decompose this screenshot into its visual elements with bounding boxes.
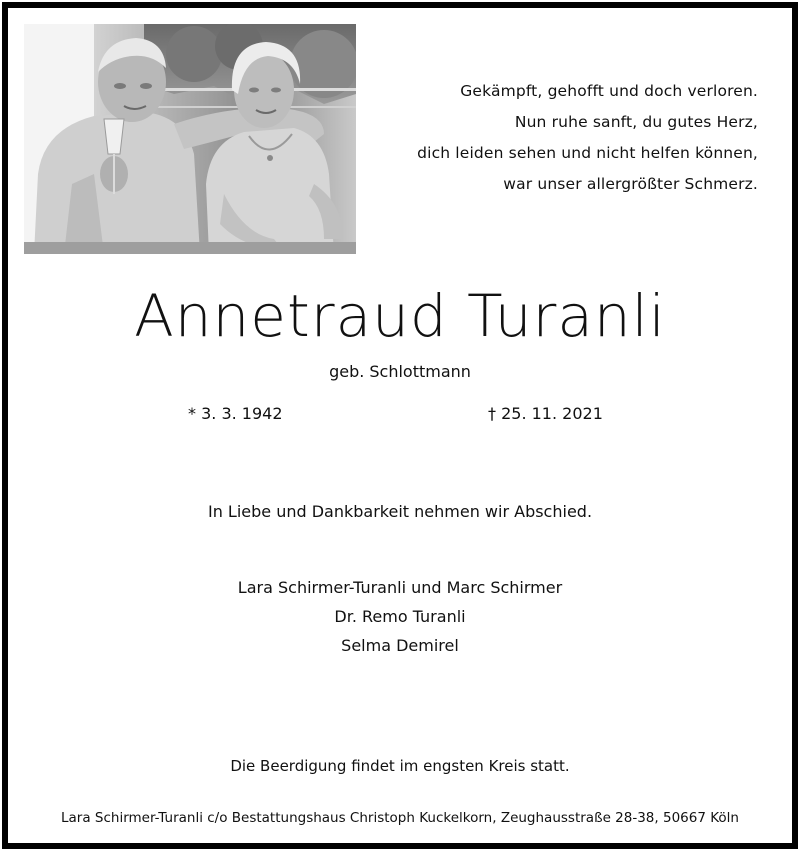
mourner-name: Selma Demirel [341,636,459,655]
birth-name: geb. Schlottmann [329,362,471,381]
farewell-text: In Liebe und Dankbarkeit nehmen wir Abschied. [207,502,593,521]
contact-address: Lara Schirmer-Turanli c/o Bestattungshaus Christoph Kuckelkorn, Zeughausstraße 28-38, 50667 Köln [61,810,739,826]
poem-line: war unser allergrößter Schmerz. [503,175,758,193]
couple-photo-icon [24,24,356,254]
funeral-note: Die Beerdigung findet im engsten Kreis statt. [230,757,570,775]
mourners-list [8,573,792,660]
death-date: † 25. 11. 2021 [488,404,603,423]
poem-line: dich leiden sehen und nicht helfen können, [417,144,758,162]
birth-date: * 3. 3. 1942 [188,404,283,423]
poem-line: Gekämpft, gehofft und doch verloren. [460,82,758,100]
mourner-name: Lara Schirmer-Turanli und Marc Schirmer [237,578,563,597]
poem [338,76,758,200]
obituary-frame [2,2,798,849]
deceased-name: Annetraud Turanli [134,282,666,350]
poem-line: Nun ruhe sanft, du gutes Herz, [514,113,758,131]
couple-photo [24,24,356,254]
mourner-name: Dr. Remo Turanli [334,607,466,626]
